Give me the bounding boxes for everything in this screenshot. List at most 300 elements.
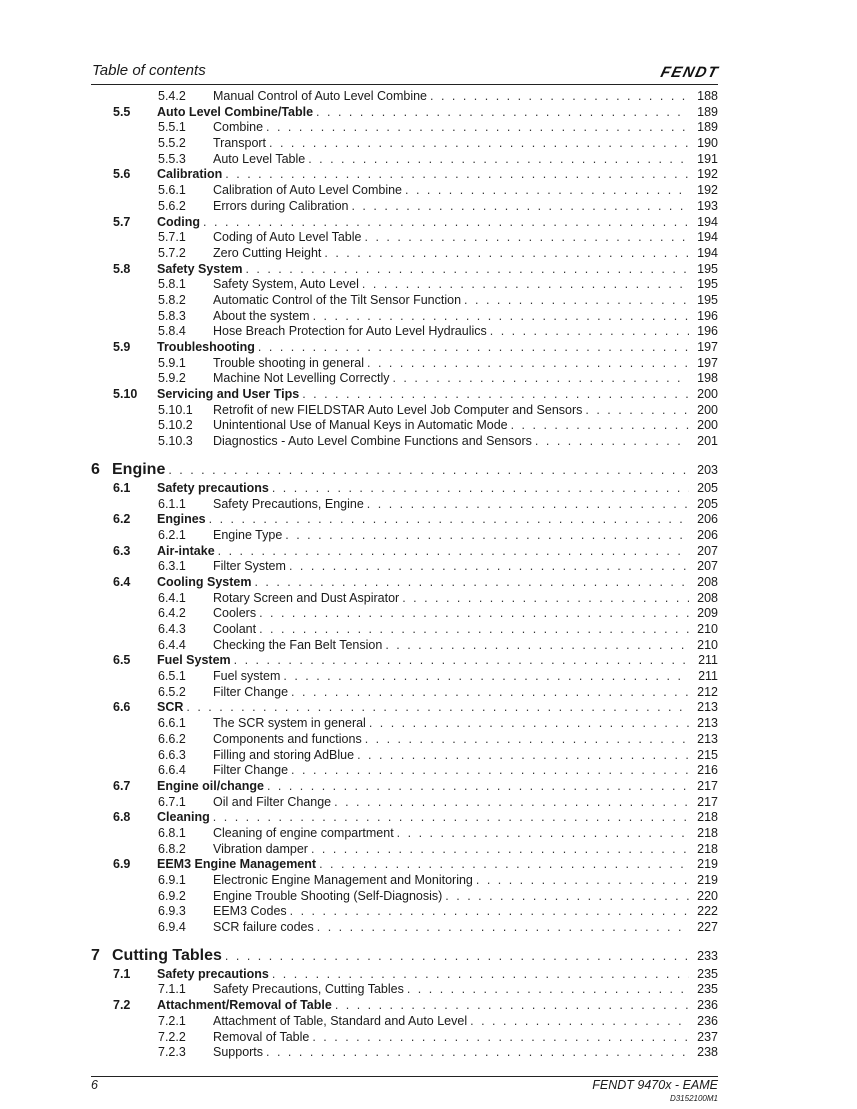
toc-entry-number: 6.8 [113,810,131,825]
toc-leader-dots [335,998,689,1014]
toc-leader-dots [225,945,689,967]
toc-entry-page: 215 [697,747,718,762]
toc-leader-dots [311,842,689,858]
toc-leader-dots [254,575,689,591]
toc-entry-title: Auto Level Table [213,151,306,166]
page-title: Table of contents [92,62,206,79]
toc-entry-page: 193 [697,198,718,213]
toc-entry-title: Filter Change [213,763,289,778]
toc-entry-title: Engine Type [213,527,283,542]
toc-entry-number: 6.3.1 [158,559,186,574]
toc-entry-page: 192 [697,167,718,182]
toc-entry[interactable] [91,638,718,654]
toc-entry-number: 5.5.3 [158,151,186,166]
toc-entry-page: 205 [697,480,718,495]
fendt-logo: FENDT [658,64,721,81]
toc-entry-page: 213 [697,716,718,731]
toc-entry-number: 5.8.4 [158,324,186,339]
toc-entry-page: 219 [697,857,718,872]
toc-entry-title: EEM3 Codes [213,904,287,919]
toc-entry-page: 192 [697,183,718,198]
toc-entry-number: 5.6.2 [158,198,186,213]
toc-entry[interactable] [91,246,718,262]
toc-entry-number: 7.2 [113,998,131,1013]
toc-entry-title: EEM3 Engine Management [157,857,317,872]
toc-entry[interactable] [91,622,718,638]
toc-entry[interactable] [91,105,718,121]
toc-entry-number: 6.7 [113,778,131,793]
toc-entry-number: 5.4.2 [158,89,186,103]
toc-entry[interactable] [91,418,718,434]
toc-entry-title: Zero Cutting Height [213,245,322,260]
toc-leader-dots [285,528,689,544]
toc-entry-number: 6.1.1 [158,496,186,511]
toc-entry-title: Rotary Screen and Dust Aspirator [213,590,400,605]
toc-entry[interactable] [91,387,718,403]
header-divider [91,84,718,85]
toc-entry[interactable] [91,262,718,278]
toc-entry-title: Engine Trouble Shooting (Self-Diagnosis) [213,888,443,903]
toc-entry[interactable] [91,967,718,983]
toc-entry-page: 207 [697,543,718,558]
toc-entry-title: Engines [157,512,206,527]
toc-entry-page: 219 [697,873,718,887]
toc-entry-number: 7 [91,946,100,964]
toc-leader-dots [464,293,689,309]
toc-leader-dots [490,324,689,340]
toc-leader-dots [397,826,689,842]
toc-entry-number: 5.10.1 [158,402,193,417]
toc-entry[interactable] [91,403,718,419]
toc-leader-dots [218,544,689,560]
toc-entry-title: Safety System [157,261,243,276]
toc-entry[interactable] [91,732,718,748]
toc-leader-dots [585,403,689,419]
toc-entry[interactable] [91,167,718,183]
toc-entry-title: Safety precautions [157,966,269,981]
toc-entry-page: 209 [697,606,718,621]
toc-entry[interactable] [91,528,718,544]
toc-entry-number: 6.9.3 [158,904,186,919]
toc-entry-number: 6.6 [113,700,131,715]
toc-entry-page: 222 [697,904,718,919]
toc-entry[interactable] [91,230,718,246]
toc-entry-page: 211 [698,653,718,668]
toc-leader-dots [470,1014,689,1030]
toc-entry[interactable] [91,889,718,905]
toc-entry[interactable] [91,810,718,826]
toc-entry[interactable] [91,779,718,795]
toc-entry-title: Auto Level Combine/Table [157,104,314,119]
toc-entry-page: 197 [697,340,718,354]
toc-entry-title: Safety Precautions, Engine [213,496,364,511]
toc-entry-page: 208 [697,590,718,605]
toc-entry-title: Hose Breach Protection for Auto Level Hydraulics [213,324,487,339]
toc-leader-dots [289,559,689,575]
toc-entry[interactable] [91,512,718,528]
toc-leader-dots [225,167,689,183]
toc-entry-number: 5.5.1 [158,120,186,135]
toc-entry-number: 6.9.1 [158,873,186,887]
toc-entry-number: 6 [91,460,100,478]
toc-entry-title: Safety System, Auto Level [213,277,359,292]
toc-entry[interactable] [91,89,718,105]
toc-leader-dots [476,873,689,889]
toc-leader-dots [357,748,689,764]
toc-leader-dots [430,89,689,105]
toc-entry[interactable] [91,575,718,591]
toc-entry-page: 200 [697,387,718,402]
toc-entry-number: 6.4.1 [158,590,186,605]
toc-leader-dots [369,716,689,732]
toc-leader-dots [511,418,689,434]
toc-entry-page: 212 [697,684,718,699]
toc-entry[interactable] [91,324,718,340]
toc-entry[interactable] [91,669,718,685]
toc-entry-number: 6.5.2 [158,684,186,699]
toc-entry-page: 198 [697,371,718,386]
toc-entry-page: 218 [697,810,718,825]
toc-entry-title: Filling and storing AdBlue [213,747,355,762]
toc-entry[interactable] [91,700,718,716]
toc-entry[interactable] [91,1014,718,1030]
toc-leader-dots [334,795,689,811]
toc-entry-title: Unintentional Use of Manual Keys in Automatic Mode [213,418,508,433]
toc-leader-dots [319,857,689,873]
toc-entry-number: 5.8.2 [158,292,186,307]
toc-entry-page: 237 [697,1029,718,1044]
toc-entry-number: 7.1.1 [158,982,186,997]
toc-leader-dots [203,215,689,231]
toc-entry-number: 6.6.1 [158,716,186,731]
toc-entry[interactable] [91,945,718,967]
toc-entry-title: Engine [112,460,166,478]
toc-entry[interactable] [91,904,718,920]
toc-entry-title: The SCR system in general [213,716,366,731]
toc-entry-page: 191 [697,151,718,166]
toc-entry-title: Checking the Fan Belt Tension [213,637,383,652]
toc-entry[interactable] [91,826,718,842]
toc-leader-dots [402,591,689,607]
toc-leader-dots [213,810,689,826]
toc-entry-number: 6.6.3 [158,747,186,762]
toc-leader-dots [259,606,689,622]
toc-entry-number: 7.2.1 [158,1013,186,1028]
toc-entry-page: 195 [697,292,718,307]
toc-entry-title: Attachment/Removal of Table [157,998,332,1013]
toc-entry-title: Combine [213,120,264,135]
toc-entry[interactable] [91,795,718,811]
toc-entry[interactable] [91,434,718,450]
toc-leader-dots [313,309,689,325]
toc-leader-dots [407,982,689,998]
toc-leader-dots [367,356,689,372]
toc-entry-title: Electronic Engine Management and Monitoring [213,873,473,887]
toc-entry-number: 5.10.3 [158,434,193,449]
toc-entry[interactable] [91,1045,718,1061]
toc-leader-dots [291,685,689,701]
toc-entry-page: 207 [697,559,718,574]
toc-entry-page: 203 [697,462,718,477]
toc-leader-dots [168,459,689,481]
toc-entry-title: Manual Control of Auto Level Combine [213,89,428,103]
toc-entry-page: 200 [697,402,718,417]
toc-entry[interactable] [91,459,718,481]
toc-entry-title: Cleaning of engine compartment [213,825,394,840]
toc-entry-title: SCR failure codes [213,920,314,935]
toc-entry-page: 236 [697,1013,718,1028]
toc-entry[interactable] [91,857,718,873]
toc-leader-dots [365,732,689,748]
toc-entry-title: Transport [213,136,267,151]
toc-entry-number: 6.8.1 [158,825,186,840]
footer-page-number: 6 [91,1078,98,1092]
toc-entry-title: SCR [157,700,184,715]
toc-entry-title: Components and functions [213,731,362,746]
footer-document-code: D3152100M1 [669,1094,718,1103]
toc-leader-dots [317,920,689,936]
toc-entry-number: 6.9.4 [158,920,186,935]
toc-entry-number: 6.6.4 [158,763,186,778]
toc-entry[interactable] [91,606,718,622]
toc-entry[interactable] [91,842,718,858]
toc-entry-page: 194 [697,214,718,229]
toc-entry-title: Troubleshooting [157,340,255,354]
toc-entry[interactable] [91,309,718,325]
toc-entry-title: About the system [213,308,310,323]
toc-entry[interactable] [91,591,718,607]
toc-leader-dots [365,230,690,246]
toc-entry-page: 206 [697,527,718,542]
toc-entry-page: 206 [697,512,718,527]
toc-entry-page: 217 [697,778,718,793]
toc-entry-number: 5.9.2 [158,371,186,386]
toc-leader-dots [266,1045,689,1061]
toc-entry-number: 5.7.2 [158,245,186,260]
toc-entry[interactable] [91,653,718,669]
footer-document-title: FENDT 9470x - EAME [592,1078,718,1092]
toc-entry-page: 220 [697,888,718,903]
toc-leader-dots [272,967,689,983]
page-header [91,60,721,82]
toc-entry[interactable] [91,559,718,575]
toc-entry-number: 5.10 [113,387,138,402]
toc-entry-title: Coolers [213,606,257,621]
toc-entry-page: 227 [697,920,718,935]
toc-entry-number: 6.4.4 [158,637,186,652]
toc-entry-page: 205 [697,496,718,511]
table-of-contents [91,89,718,1061]
toc-leader-dots [385,638,689,654]
toc-leader-dots [312,1030,689,1046]
toc-entry-title: Trouble shooting in general [213,355,365,370]
toc-entry[interactable] [91,277,718,293]
toc-entry-page: 218 [697,825,718,840]
toc-entry-page: 189 [697,120,718,135]
toc-entry-number: 5.9.1 [158,355,186,370]
toc-entry-number: 6.8.2 [158,841,186,856]
toc-entry-page: 195 [697,277,718,292]
toc-entry-page: 194 [697,245,718,260]
toc-leader-dots [362,277,689,293]
toc-entry-title: Air-intake [157,543,215,558]
toc-entry[interactable] [91,152,718,168]
toc-entry-title: Cooling System [157,574,252,589]
toc-entry-page: 238 [697,1045,718,1060]
toc-entry-number: 6.7.1 [158,794,186,809]
footer-divider [91,1076,718,1077]
toc-entry[interactable] [91,215,718,231]
toc-entry-page: 213 [697,700,718,715]
toc-entry-page: 235 [697,982,718,997]
toc-entry-number: 6.3 [113,543,131,558]
toc-leader-dots [209,512,689,528]
toc-entry[interactable] [91,183,718,199]
toc-entry-title: Oil and Filter Change [213,794,332,809]
toc-entry[interactable] [91,120,718,136]
toc-entry-number: 5.5 [113,104,131,119]
toc-entry-title: Safety Precautions, Cutting Tables [213,982,404,997]
toc-entry-number: 6.5.1 [158,669,186,684]
toc-entry-number: 7.2.2 [158,1029,186,1044]
toc-entry-title: Filter Change [213,684,289,699]
toc-entry-page: 196 [697,308,718,323]
toc-leader-dots [266,120,689,136]
toc-entry[interactable] [91,340,718,356]
toc-entry-number: 6.6.2 [158,731,186,746]
toc-leader-dots [316,105,689,121]
toc-entry-title: Automatic Control of the Tilt Sensor Function [213,292,462,307]
toc-entry-number: 6.4.2 [158,606,186,621]
toc-entry[interactable] [91,748,718,764]
toc-entry-title: Errors during Calibration [213,198,349,213]
toc-entry-number: 6.4 [113,574,131,589]
toc-entry[interactable] [91,685,718,701]
toc-entry-title: Removal of Table [213,1029,310,1044]
toc-entry-title: Safety precautions [157,480,269,495]
toc-leader-dots [259,622,689,638]
toc-leader-dots [290,904,689,920]
toc-entry-page: 217 [697,794,718,809]
toc-entry-number: 5.7.1 [158,230,186,245]
toc-entry-title: Cutting Tables [112,946,222,964]
toc-leader-dots [269,136,689,152]
toc-entry-page: 200 [697,418,718,433]
toc-entry[interactable] [91,371,718,387]
toc-entry-number: 6.9.2 [158,888,186,903]
toc-entry[interactable] [91,920,718,936]
toc-entry-number: 5.9 [113,340,131,354]
toc-leader-dots [308,152,689,168]
toc-entry-page: 210 [697,637,718,652]
toc-entry-page: 236 [697,998,718,1013]
toc-entry[interactable] [91,199,718,215]
toc-entry-title: Machine Not Levelling Correctly [213,371,390,386]
toc-leader-dots [405,183,689,199]
toc-entry-page: 188 [697,89,718,103]
toc-entry-title: Coding of Auto Level Table [213,230,362,245]
toc-entry-page: 216 [697,763,718,778]
toc-entry-number: 5.7 [113,214,131,229]
toc-entry-number: 5.8.3 [158,308,186,323]
toc-leader-dots [245,262,689,278]
toc-entry[interactable] [91,998,718,1014]
toc-entry-title: Coolant [213,622,257,636]
toc-entry-title: Engine oil/change [157,778,264,793]
toc-entry-number: 5.6 [113,167,131,182]
toc-entry[interactable] [91,293,718,309]
toc-leader-dots [445,889,689,905]
toc-leader-dots [186,700,689,716]
toc-entry-title: Supports [213,1045,264,1060]
toc-entry-page: 197 [697,355,718,370]
toc-leader-dots [535,434,689,450]
toc-leader-dots [392,371,689,387]
toc-entry[interactable] [91,873,718,889]
toc-entry[interactable] [91,544,718,560]
toc-entry-page: 210 [697,622,718,636]
toc-entry-page: 211 [698,669,718,684]
toc-leader-dots [324,246,689,262]
toc-entry-page: 194 [697,230,718,245]
toc-entry-number: 6.2 [113,512,131,527]
toc-entry-page: 218 [697,841,718,856]
toc-entry-page: 190 [697,136,718,151]
toc-entry-number: 5.8 [113,261,131,276]
toc-entry-number: 6.1 [113,480,131,495]
toc-leader-dots [267,779,689,795]
toc-entry[interactable] [91,716,718,732]
toc-entry-title: Attachment of Table, Standard and Auto Level [213,1013,468,1028]
toc-entry[interactable] [91,982,718,998]
toc-entry-number: 6.9 [113,857,131,872]
toc-leader-dots [367,497,689,513]
toc-entry-title: Calibration of Auto Level Combine [213,183,403,198]
toc-entry-title: Coding [157,214,201,229]
toc-entry-title: Fuel system [213,669,281,684]
toc-entry-title: Filter System [213,559,286,574]
toc-entry-page: 208 [697,574,718,589]
toc-entry-number: 6.4.3 [158,622,186,636]
toc-entry-number: 7.1 [113,966,131,981]
toc-entry[interactable] [91,1030,718,1046]
toc-entry-page: 195 [697,261,718,276]
toc-entry-page: 196 [697,324,718,339]
toc-entry[interactable] [91,497,718,513]
toc-entry-page: 235 [697,966,718,981]
toc-entry[interactable] [91,136,718,152]
toc-entry-page: 233 [697,948,718,963]
toc-entry-title: Retrofit of new FIELDSTAR Auto Level Job Computer and Sensors [213,402,583,417]
toc-entry[interactable] [91,481,718,497]
toc-entry-number: 5.8.1 [158,277,186,292]
toc-entry-page: 189 [697,104,718,119]
toc-leader-dots [302,387,689,403]
toc-leader-dots [258,340,689,356]
toc-entry-number: 7.2.3 [158,1045,186,1060]
toc-entry-number: 6.5 [113,653,131,668]
toc-entry[interactable] [91,763,718,779]
toc-leader-dots [234,653,689,669]
toc-entry-title: Calibration [157,167,223,182]
toc-entry-page: 213 [697,731,718,746]
toc-leader-dots [291,763,689,779]
toc-entry-title: Fuel System [157,653,231,668]
toc-entry-title: Cleaning [157,810,210,825]
toc-entry[interactable] [91,356,718,372]
toc-leader-dots [351,199,689,215]
toc-entry-title: Vibration damper [213,841,308,856]
